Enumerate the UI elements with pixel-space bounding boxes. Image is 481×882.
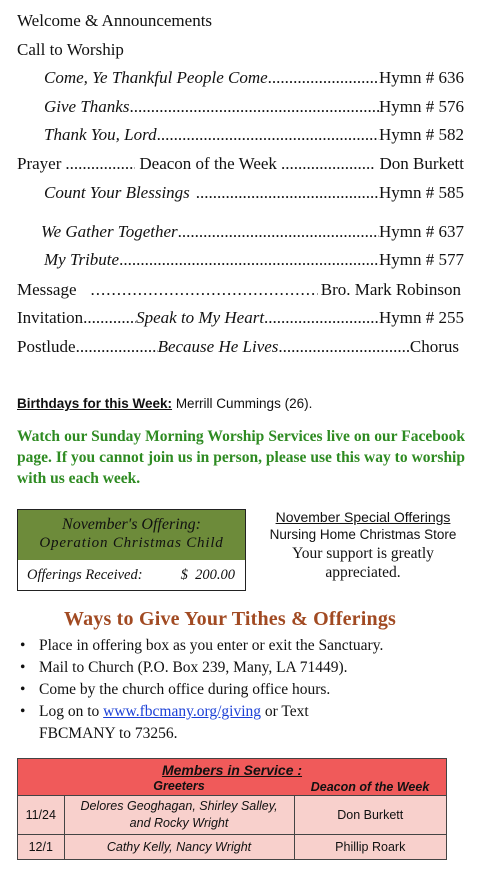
dot-leader [157, 125, 379, 145]
dot-leader [83, 308, 136, 328]
row-date: 12/1 [18, 835, 65, 860]
special-thanks-1: Your support is greatly [292, 545, 434, 562]
members-in-service-table [17, 758, 447, 860]
special-offerings [258, 508, 468, 582]
list-item-text: Come by the church office during office hours. [39, 681, 331, 698]
bullet-icon: • [20, 637, 26, 654]
invitation-title: Speak to My Heart [136, 308, 265, 327]
dot-leader [129, 97, 379, 117]
invitation-label: Invitation [17, 308, 84, 327]
bullet-icon: • [20, 659, 26, 676]
postlude-number: Chorus [409, 337, 459, 356]
table-header-row [18, 778, 447, 796]
hymn-number: Hymn # 636 [379, 68, 464, 87]
row-greeters: Cathy Kelly, Nancy Wright [64, 835, 294, 860]
row-date: 11/24 [18, 796, 65, 835]
hymn-row-2 [44, 97, 464, 117]
prayer-row [17, 154, 464, 174]
greeters-header: Greeters [64, 778, 294, 796]
hymn-number: Hymn # 576 [379, 97, 464, 116]
dot-leader [268, 68, 379, 88]
dot-leader [278, 337, 409, 357]
november-offering-box [17, 509, 246, 591]
list-item-text: Mail to Church (P.O. Box 239, Many, LA 71449). [39, 659, 348, 676]
hymn-row-1 [44, 68, 464, 88]
prayer-name: Don Burkett [379, 154, 464, 173]
hymn-title: Give Thanks [44, 97, 130, 116]
message-name: Bro. Mark Robinson [320, 280, 461, 299]
dot-leader [76, 337, 158, 357]
postlude-title: Because He Lives [157, 337, 279, 356]
hymn-number: Hymn # 582 [379, 125, 464, 144]
offering-title: November's Offering: [62, 516, 201, 533]
special-thanks-2: appreciated. [325, 564, 401, 581]
dot-leader [65, 154, 135, 174]
hymn-title: Come, Ye Thankful People Come [44, 68, 268, 87]
message-row [17, 280, 461, 300]
offering-received-amount: $ 200.00 [180, 566, 235, 583]
birthdays-names: Merrill Cummings (26). [175, 396, 313, 411]
list-item [17, 635, 467, 657]
invitation-number: Hymn # 255 [379, 308, 464, 327]
hymn-number: Hymn # 577 [379, 250, 464, 269]
hymn-number: Hymn # 585 [379, 183, 464, 202]
bullet-icon: • [20, 681, 26, 698]
offering-received-label: Offerings Received: [27, 566, 143, 583]
birthdays-line [17, 394, 312, 414]
dot-leader [119, 250, 379, 270]
hymn-row-6 [44, 250, 464, 270]
offering-subtitle: Operation Christmas Child [39, 535, 224, 551]
row-deacon: Phillip Roark [294, 835, 447, 860]
dot-leader [196, 183, 379, 203]
hymn-row-5 [41, 222, 464, 242]
hymn-title: We Gather Together [41, 222, 178, 241]
postlude-row [17, 337, 459, 357]
bullet-icon: • [20, 703, 26, 720]
hymn-row-4 [44, 183, 464, 203]
prayer-label: Prayer [17, 154, 62, 173]
list-item [17, 701, 467, 745]
hymn-number: Hymn # 637 [379, 222, 464, 241]
offering-header [18, 510, 245, 560]
special-heading: November Special Offerings [275, 509, 451, 525]
greeters-line-1: Delores Geoghagan, Shirley Salley, [80, 799, 278, 813]
ways-list [17, 635, 467, 745]
list-item-text: or Text [261, 703, 309, 720]
list-item-text: FBCMANY to 73256. [39, 725, 178, 742]
special-item: Nursing Home Christmas Store [269, 527, 457, 542]
dot-leader [281, 154, 376, 174]
hymn-title: My Tribute [44, 250, 120, 269]
giving-link[interactable]: www.fbcmany.org/giving [103, 703, 262, 720]
list-item [17, 679, 467, 701]
deacon-header: Deacon of the Week [294, 778, 447, 796]
dot-leader [90, 280, 317, 300]
ways-title: Ways to Give Your Tithes & Offerings [64, 608, 397, 630]
call-to-worship: Call to Worship [17, 40, 124, 59]
hymn-row-3 [44, 125, 464, 145]
birthdays-label: Birthdays for this Week: [17, 396, 173, 411]
livestream-notice: Watch our Sunday Morning Worship Services live on our Facebook page. If you cannot join us in person, please use this way to worship with us each week. [17, 428, 465, 487]
hymn-title: Thank You, Lord [44, 125, 157, 144]
list-item [17, 657, 467, 679]
hymn-title: Count Your Blessings [44, 183, 190, 202]
list-item-text: Place in offering box as you enter or exit the Sanctuary. [39, 637, 384, 654]
list-item-text: Log on to [39, 703, 104, 720]
message-label: Message [17, 280, 77, 299]
postlude-label: Postlude [17, 337, 76, 356]
offering-received-row [18, 560, 245, 590]
prayer-role: Deacon of the Week [139, 154, 277, 173]
table-row [18, 796, 447, 835]
invitation-row [17, 308, 464, 328]
greeters-line-2: and Rocky Wright [129, 816, 229, 830]
dot-leader [178, 222, 379, 242]
table-title-row [18, 759, 447, 779]
welcome-announcements: Welcome & Announcements [17, 11, 213, 30]
table-row [18, 835, 447, 860]
date-header [18, 778, 65, 796]
table-title: Members in Service : [18, 759, 447, 779]
row-deacon: Don Burkett [294, 796, 447, 835]
row-greeters [64, 796, 294, 835]
dot-leader [264, 308, 379, 328]
